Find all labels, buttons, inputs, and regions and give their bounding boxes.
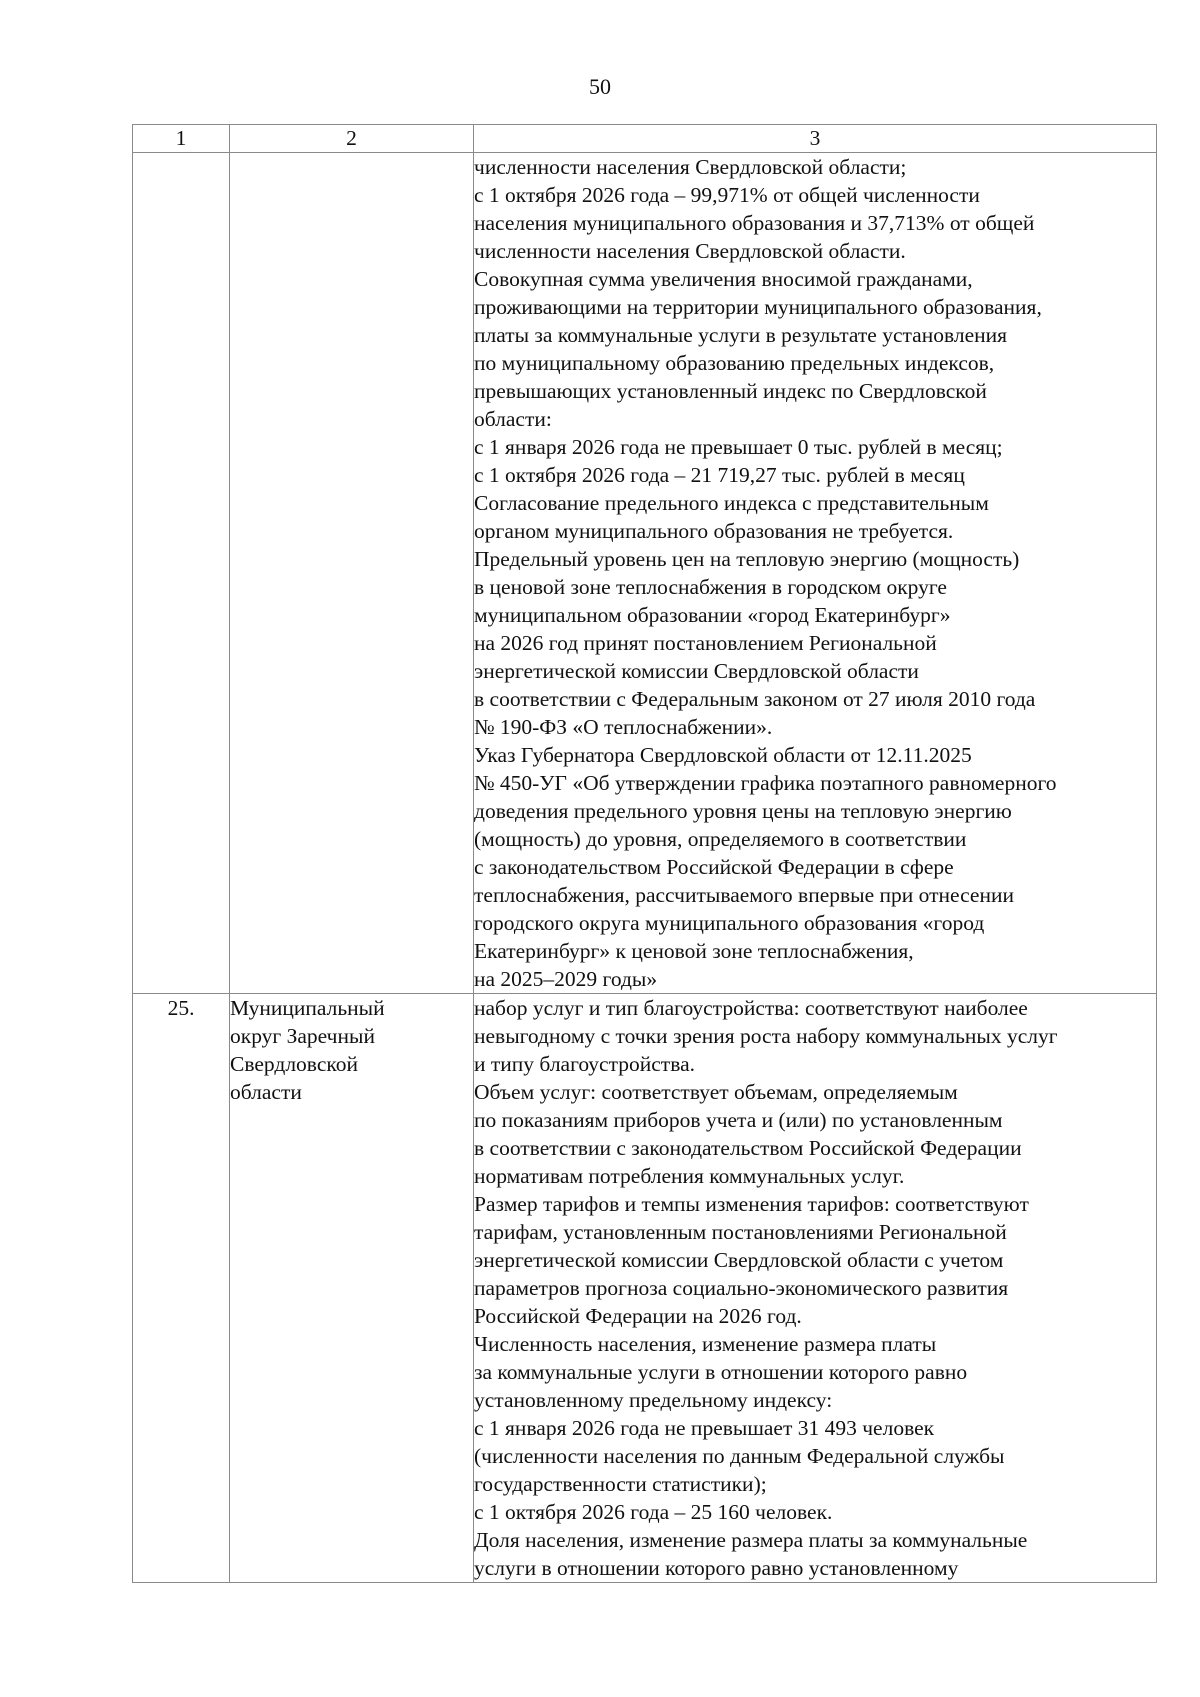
page-number: 50 (589, 74, 611, 99)
description-line: по муниципальному образованию предельных индексов, (474, 351, 995, 375)
description-line: Указ Губернатора Свердловской области от 12.11.2025 (474, 743, 972, 767)
description-line: услуги в отношении которого равно установленному (474, 1556, 959, 1580)
row-number: 25. (167, 996, 195, 1020)
description-line: платы за коммунальные услуги в результате установления (474, 323, 1008, 347)
description-line: на 2025–2029 годы» (474, 967, 658, 991)
description-line: Численность населения, изменение размера платы (474, 1332, 937, 1356)
description-line: № 190-ФЗ «О теплоснабжении». (474, 715, 773, 739)
description-line: Предельный уровень цен на тепловую энергию (мощность) (474, 547, 1020, 571)
column-header-3: 3 (474, 125, 1157, 153)
description-line: Размер тарифов и темпы изменения тарифов: соответствуют (474, 1192, 1029, 1216)
description-line: в соответствии с законодательством Российской Федерации (474, 1136, 1022, 1160)
description-line: теплоснабжения, рассчитываемого впервые при отнесении (474, 883, 1014, 907)
description-line: с 1 октября 2026 года – 21 719,27 тыс. рублей в месяц (474, 463, 965, 487)
column-header-1: 1 (133, 125, 230, 153)
municipality-name-line: области (230, 1080, 302, 1104)
table-row (133, 994, 1157, 1583)
municipality-name-line: Свердловской (230, 1052, 358, 1076)
column-header-2: 2 (230, 125, 474, 153)
row-number-cell (133, 153, 230, 994)
municipality-name-cell (230, 994, 474, 1583)
description-line: Согласование предельного индекса с представительным (474, 491, 989, 515)
description-line: нормативам потребления коммунальных услуг. (474, 1164, 905, 1188)
description-line: с 1 октября 2026 года – 99,971% от общей численности (474, 183, 980, 207)
description-line: по показаниям приборов учета и (или) по установленным (474, 1108, 1003, 1132)
description-line: в ценовой зоне теплоснабжения в городском округе (474, 575, 947, 599)
description-line: Российской Федерации на 2026 год. (474, 1304, 802, 1328)
description-line: государственности статистики); (474, 1472, 767, 1496)
description-line: превышающих установленный индекс по Свердловской (474, 379, 987, 403)
description-line: численности населения Свердловской области. (474, 239, 906, 263)
description-line: городского округа муниципального образования «город (474, 911, 985, 935)
description-line: Совокупная сумма увеличения вносимой гражданами, (474, 267, 973, 291)
description-line: Объем услуг: соответствует объемам, определяемым (474, 1080, 958, 1104)
document-table (132, 124, 1157, 1583)
description-line: муниципальном образовании «город Екатеринбург» (474, 603, 951, 627)
description-line: органом муниципального образования не требуется. (474, 519, 954, 543)
description-line: проживающими на территории муниципального образования, (474, 295, 1042, 319)
row-number-cell (133, 994, 230, 1583)
municipality-name-line: округ Заречный (230, 1024, 375, 1048)
table-body (133, 153, 1157, 1583)
description-line: с 1 января 2026 года не превышает 0 тыс. рублей в месяц; (474, 435, 1003, 459)
description-line: с 1 января 2026 года не превышает 31 493 человек (474, 1416, 935, 1440)
description-line: Екатеринбург» к ценовой зоне теплоснабжения, (474, 939, 914, 963)
description-line: с законодательством Российской Федерации в сфере (474, 855, 954, 879)
description-line: (мощность) до уровня, определяемого в соответствии (474, 827, 967, 851)
description-line: установленному предельному индексу: (474, 1388, 833, 1412)
description-line: населения муниципального образования и 37,713% от общей (474, 211, 1035, 235)
description-line: Доля населения, изменение размера платы за коммунальные (474, 1528, 1028, 1552)
description-line: на 2026 год принят постановлением Региональной (474, 631, 937, 655)
description-line: (численности населения по данным Федеральной службы (474, 1444, 1005, 1468)
table-row (133, 153, 1157, 994)
description-line: численности населения Свердловской области; (474, 155, 907, 179)
description-line: области: (474, 407, 552, 431)
description-line: энергетической комиссии Свердловской области с учетом (474, 1248, 1004, 1272)
description-line: параметров прогноза социально-экономического развития (474, 1276, 1009, 1300)
description-cell (474, 994, 1157, 1583)
description-line: в соответствии с Федеральным законом от 27 июля 2010 года (474, 687, 1036, 711)
description-line: тарифам, установленным постановлениями Региональной (474, 1220, 1007, 1244)
description-cell (474, 153, 1157, 994)
description-line: за коммунальные услуги в отношении которого равно (474, 1360, 968, 1384)
municipality-name-line: Муниципальный (230, 996, 385, 1020)
table-header-row (133, 125, 1157, 153)
description-line: с 1 октября 2026 года – 25 160 человек. (474, 1500, 833, 1524)
description-line: невыгодному с точки зрения роста набору коммунальных услуг (474, 1024, 1058, 1048)
description-line: № 450-УГ «Об утверждении графика поэтапного равномерного (474, 771, 1057, 795)
description-line: доведения предельного уровня цены на тепловую энергию (474, 799, 1012, 823)
description-line: энергетической комиссии Свердловской области (474, 659, 919, 683)
description-line: и типу благоустройства. (474, 1052, 695, 1076)
municipality-name-cell (230, 153, 474, 994)
description-line: набор услуг и тип благоустройства: соответствуют наиболее (474, 996, 1028, 1020)
